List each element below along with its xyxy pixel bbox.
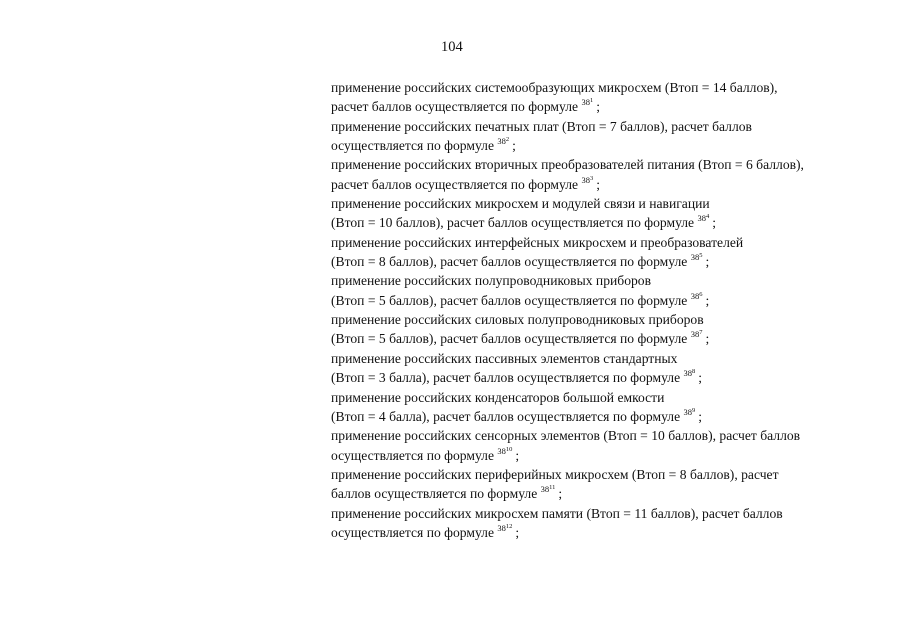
line-tail: ; bbox=[712, 215, 717, 231]
text-line bbox=[331, 368, 891, 387]
line-text: применение российских микросхем памяти (Втоп = 11 баллов), расчет баллов bbox=[331, 505, 783, 521]
line-text: применение российских системообразующих микросхем (Втоп = 14 баллов), bbox=[331, 80, 778, 95]
text-line bbox=[331, 407, 891, 426]
text-line bbox=[331, 97, 891, 116]
formula-ref: 3811 bbox=[540, 484, 556, 495]
formula-ref-index: 12 bbox=[505, 522, 513, 530]
text-line bbox=[331, 291, 891, 310]
line-text: применение российских пассивных элементов стандартных bbox=[331, 350, 678, 366]
text-line bbox=[331, 523, 891, 542]
line-tail: ; bbox=[515, 447, 520, 463]
formula-ref: 3812 bbox=[497, 522, 513, 533]
formula-ref-index: 10 bbox=[505, 445, 513, 453]
document-body bbox=[331, 78, 891, 542]
line-text: применение российских сенсорных элементов (Втоп = 10 баллов), расчет баллов bbox=[331, 428, 801, 444]
line-tail: ; bbox=[698, 370, 703, 386]
line-text: применение российских периферийных микросхем (Втоп = 8 баллов), расчет bbox=[331, 466, 779, 482]
line-tail: ; bbox=[698, 408, 703, 424]
line-tail: ; bbox=[705, 331, 710, 347]
formula-ref: 383 bbox=[581, 174, 594, 185]
text-line bbox=[331, 78, 891, 97]
line-tail: ; bbox=[705, 292, 710, 308]
formula-ref-index: 2 bbox=[505, 136, 510, 144]
line-tail: ; bbox=[515, 524, 520, 540]
line-text: расчет баллов осуществляется по формуле bbox=[331, 99, 579, 115]
formula-ref: 386 bbox=[690, 290, 703, 301]
text-line bbox=[331, 271, 891, 290]
line-tail: ; bbox=[512, 138, 516, 154]
page-number: 104 bbox=[441, 39, 463, 55]
formula-ref-index: 11 bbox=[549, 484, 556, 492]
text-line bbox=[331, 233, 891, 252]
line-text: (Втоп = 5 баллов), расчет баллов осуществляется по формуле bbox=[331, 331, 688, 347]
formula-ref: 381 bbox=[581, 97, 594, 108]
line-text: применение российских микросхем и модулей связи и навигации bbox=[331, 196, 710, 212]
formula-ref-index: 7 bbox=[699, 329, 703, 337]
line-text: (Втоп = 4 балла), расчет баллов осуществляется по формуле bbox=[331, 408, 681, 424]
text-line bbox=[331, 446, 891, 465]
text-line bbox=[331, 329, 891, 348]
text-line bbox=[331, 388, 891, 407]
formula-ref-index: 8 bbox=[692, 368, 696, 376]
line-text: применение российских интерфейсных микросхем и преобразователей bbox=[331, 234, 744, 250]
line-text: применение российских конденсаторов большой емкости bbox=[331, 389, 665, 405]
formula-ref-index: 3 bbox=[589, 174, 594, 182]
formula-ref: 385 bbox=[690, 252, 703, 263]
formula-ref: 3810 bbox=[497, 445, 513, 456]
line-tail: ; bbox=[705, 254, 710, 270]
formula-ref: 387 bbox=[690, 329, 703, 340]
line-text: расчет баллов осуществляется по формуле bbox=[331, 176, 579, 192]
formula-ref-index: 5 bbox=[699, 252, 703, 260]
text-line bbox=[331, 465, 891, 484]
line-text: (Втоп = 5 баллов), расчет баллов осуществляется по формуле bbox=[331, 292, 688, 308]
line-text: осуществляется по формуле bbox=[331, 447, 494, 463]
text-line bbox=[331, 155, 891, 174]
text-line bbox=[331, 252, 891, 271]
line-tail: ; bbox=[596, 176, 600, 192]
text-line bbox=[331, 504, 891, 523]
line-text: применение российских печатных плат (Втоп = 7 баллов), расчет баллов bbox=[331, 118, 752, 134]
formula-ref-index: 6 bbox=[699, 290, 703, 298]
formula-ref: 384 bbox=[697, 213, 710, 224]
text-line bbox=[331, 484, 891, 503]
line-text: (Втоп = 8 баллов), расчет баллов осуществляется по формуле bbox=[331, 254, 688, 270]
text-line bbox=[331, 349, 891, 368]
text-line bbox=[331, 426, 891, 445]
line-tail: ; bbox=[558, 486, 563, 502]
formula-ref-index: 1 bbox=[589, 97, 594, 105]
line-text: применение российских силовых полупроводниковых приборов bbox=[331, 312, 704, 328]
line-text: осуществляется по формуле bbox=[331, 138, 494, 154]
line-text: (Втоп = 3 балла), расчет баллов осуществляется по формуле bbox=[331, 370, 681, 386]
text-line bbox=[331, 310, 891, 329]
line-text: применение российских полупроводниковых приборов bbox=[331, 273, 651, 289]
text-line bbox=[331, 136, 891, 155]
formula-ref: 382 bbox=[497, 136, 510, 147]
formula-ref-index: 4 bbox=[706, 213, 710, 221]
text-line bbox=[331, 175, 891, 194]
text-line bbox=[331, 194, 891, 213]
text-line bbox=[331, 213, 891, 232]
line-tail: ; bbox=[596, 99, 600, 115]
formula-ref-index: 9 bbox=[692, 406, 696, 414]
formula-ref: 388 bbox=[683, 368, 696, 379]
line-text: (Втоп = 10 баллов), расчет баллов осуществляется по формуле bbox=[331, 215, 695, 231]
line-text: применение российских вторичных преобразователей питания (Втоп = 6 баллов), bbox=[331, 157, 804, 173]
formula-ref: 389 bbox=[683, 406, 696, 417]
text-line bbox=[331, 117, 891, 136]
line-text: баллов осуществляется по формуле bbox=[331, 486, 538, 502]
line-text: осуществляется по формуле bbox=[331, 524, 494, 540]
